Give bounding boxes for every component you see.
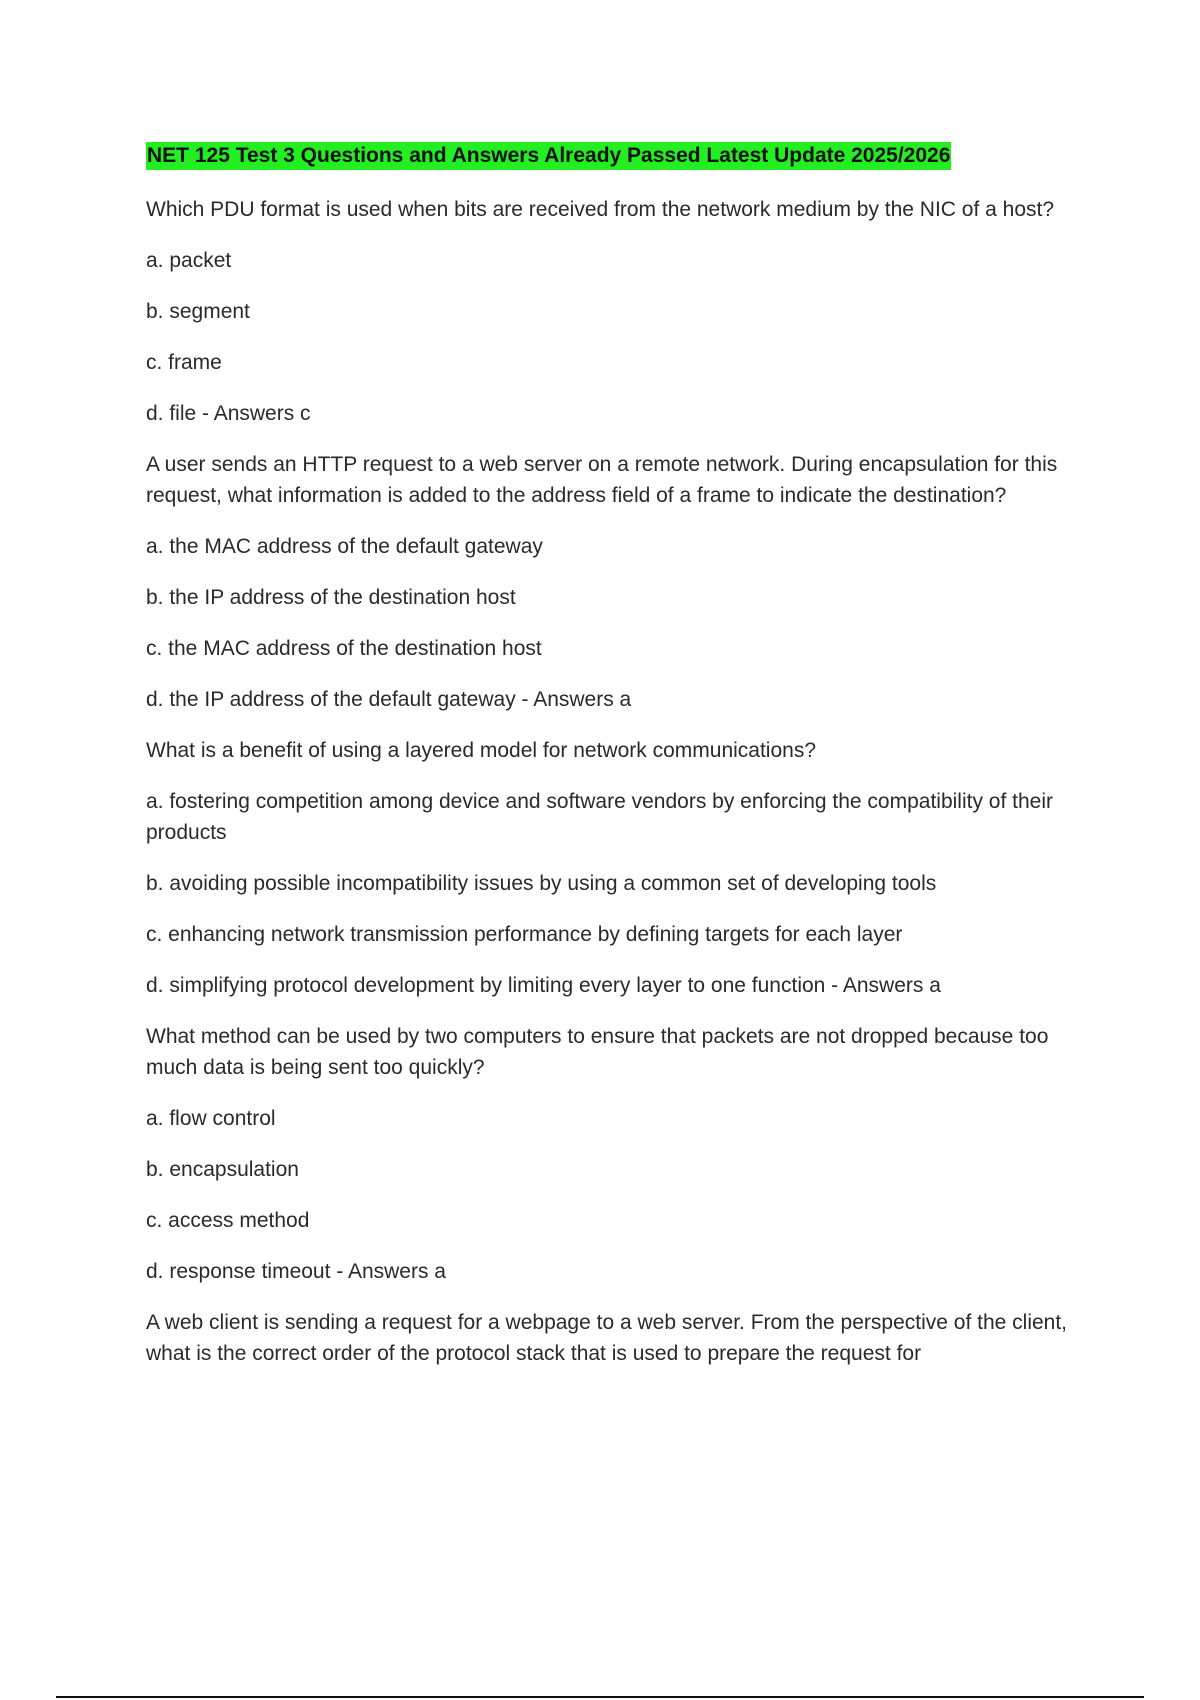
question-2-option-d-answer: d. the IP address of the default gateway - Answers a xyxy=(146,688,632,711)
question-4: What method can be used by two computers to ensure that packets are not dropped because too much data is being sent too quickly? xyxy=(146,1025,1049,1079)
footer-divider xyxy=(56,1696,1144,1698)
question-1: Which PDU format is used when bits are received from the network medium by the NIC of a host? xyxy=(146,198,1055,221)
question-1-option-b: b. segment xyxy=(146,300,250,323)
question-2-option-a: a. the MAC address of the default gateway xyxy=(146,535,543,558)
question-5: A web client is sending a request for a webpage to a web server. From the perspective of the client, what is the correct order of the protocol stack that is used to prepare the request for xyxy=(146,1311,1068,1365)
question-3-option-b: b. avoiding possible incompatibility issues by using a common set of developing tools xyxy=(146,872,937,895)
question-4-option-d-answer: d. response timeout - Answers a xyxy=(146,1260,446,1283)
question-3: What is a benefit of using a layered model for network communications? xyxy=(146,739,817,762)
question-3-option-d-answer: d. simplifying protocol development by limiting every layer to one function - Answers a xyxy=(146,974,941,997)
question-3-option-c: c. enhancing network transmission performance by defining targets for each layer xyxy=(146,923,903,946)
document-title: NET 125 Test 3 Questions and Answers Already Passed Latest Update 2025/2026 xyxy=(146,142,951,170)
question-4-option-c: c. access method xyxy=(146,1209,310,1232)
question-2: A user sends an HTTP request to a web server on a remote network. During encapsulation for this request, what information is added to the address field of a frame to indicate the destination? xyxy=(146,453,1058,507)
question-4-option-b: b. encapsulation xyxy=(146,1158,299,1181)
document-title-line xyxy=(146,140,1076,174)
question-4-option-a: a. flow control xyxy=(146,1107,276,1130)
question-2-option-b: b. the IP address of the destination host xyxy=(146,586,516,609)
question-3-option-a: a. fostering competition among device and software vendors by enforcing the compatibility of their products xyxy=(146,790,1053,844)
question-2-option-c: c. the MAC address of the destination host xyxy=(146,637,542,660)
document-body xyxy=(146,140,1076,1389)
question-1-option-d-answer: d. file - Answers c xyxy=(146,402,311,425)
question-1-option-c: c. frame xyxy=(146,351,222,374)
question-1-option-a: a. packet xyxy=(146,249,232,272)
